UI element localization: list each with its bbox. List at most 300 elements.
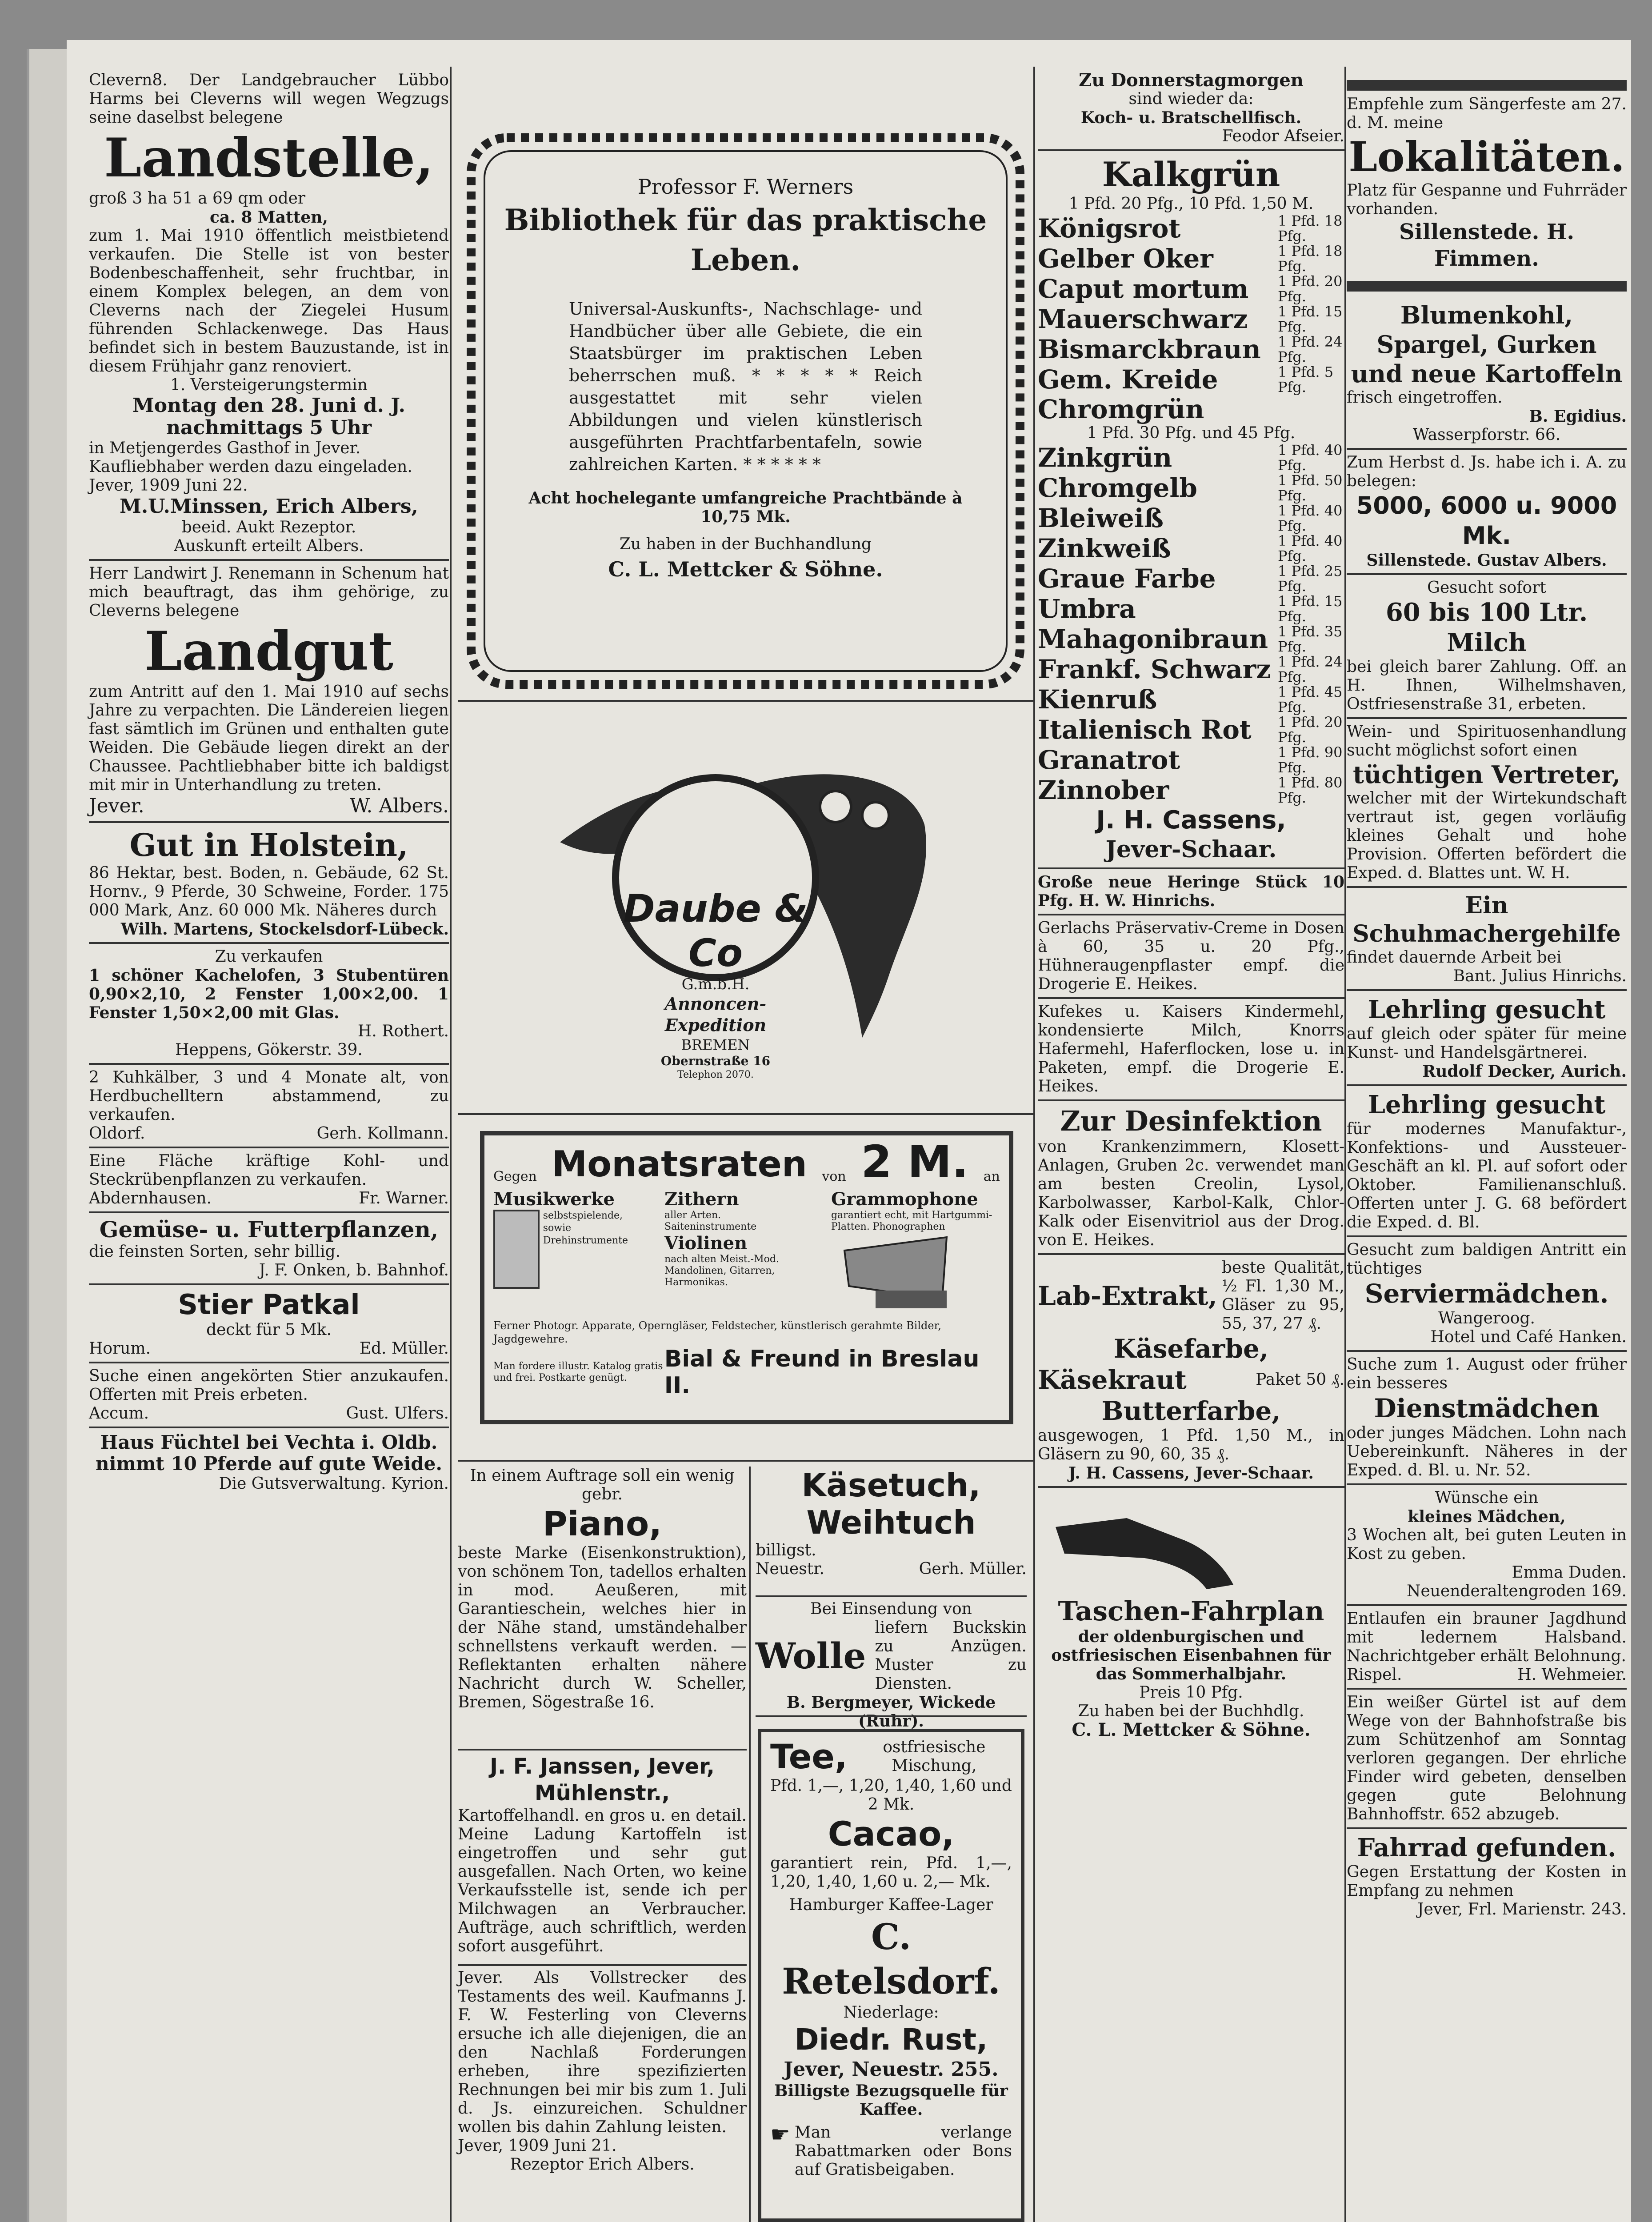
wein-body2: welcher mit der Wirtekundschaft vertraut ist, gegen vorläufig kleines Gehalt und hohe Provision. Offerten befördert die Exped. d. Blattes unt. W. H. bbox=[1347, 789, 1627, 882]
bial-firm: Bial & Freund in Breslau II. bbox=[664, 1346, 980, 1399]
hund-body: Entlaufen ein brauner Jagdhund mit ledernem Halsband. Nachrichtgeber erhält Belohnung. bbox=[1347, 1610, 1627, 1665]
gerlach: Gerlachs Präservativ-Creme in Dosen à 60, 35 u. 20 Pfg., Hühneraugenpflaster empf. die Drogerie E. Heikes. bbox=[1038, 919, 1344, 993]
color-price: 1 Pfd. 20 Pfg. bbox=[1278, 714, 1343, 746]
bial-von: von bbox=[822, 1169, 846, 1184]
color-item bbox=[1038, 213, 1344, 244]
rabatt-row bbox=[770, 2123, 1012, 2179]
tee-row bbox=[770, 1737, 1012, 1777]
daube-name: Daube & Co bbox=[623, 887, 808, 975]
rust-addr: Jever, Neuestr. 255. bbox=[784, 2058, 999, 2081]
column-rule bbox=[1344, 67, 1346, 2222]
fp-body: der oldenburgischen und ostfriesischen Eisenbahnen für das Sommerhalbjahr. bbox=[1051, 1627, 1331, 1683]
ad-kuhkaelber bbox=[89, 1068, 449, 1143]
don-head: Zu Donnerstagmorgen bbox=[1079, 70, 1304, 91]
ad-stier bbox=[89, 1289, 449, 1358]
color-item bbox=[1038, 473, 1344, 503]
dienst-body: oder junges Mädchen. Lohn nach Uebereinkunft. Näheres in der Exped. d. Bl. u. Nr. 52. bbox=[1347, 1424, 1627, 1479]
divider bbox=[1038, 1253, 1344, 1255]
bial-c3: Grammophone bbox=[831, 1189, 978, 1210]
color-item bbox=[1038, 654, 1344, 684]
bial-c2b-sub: nach alten Meist.-Mod. Mandolinen, Gitarren, Harmonikas. bbox=[664, 1254, 779, 1288]
ad-sign-left: Neuestr. bbox=[756, 1560, 824, 1578]
divider bbox=[1347, 989, 1627, 991]
color-name: Frankf. Schwarz bbox=[1038, 654, 1271, 684]
tee-sub: ostfriesische Mischung, bbox=[883, 1738, 986, 1775]
book-title: Bibliothek für das praktische Leben. bbox=[504, 203, 987, 277]
ad-sign-left: Jever. bbox=[89, 795, 144, 817]
color-name: Gelber Oker bbox=[1038, 244, 1213, 274]
guertel-body: Ein weißer Gürtel ist auf dem Wege von der Bahnhofstraße bis zum Schützenhof am Sonntag verloren gegangen. Der ehrliche Finder wird gebeten, denselben gegen gute Belohnung Bahnhoffstr. 652 abzugeb. bbox=[1347, 1693, 1627, 1823]
ad-landstelle bbox=[89, 71, 449, 556]
gramophone-icon bbox=[831, 1233, 964, 1313]
ad-text: die feinsten Sorten, sehr billig. bbox=[89, 1243, 341, 1261]
hund-sign-left: Rispel. bbox=[1347, 1666, 1402, 1684]
divider bbox=[458, 700, 1033, 702]
divider bbox=[1347, 717, 1627, 719]
ad-sign-right: Gerh. Müller. bbox=[919, 1560, 1027, 1578]
ad-bial-freund bbox=[480, 1131, 1013, 1424]
ad-signature: Die Gutsverwaltung. Kyrion. bbox=[219, 1475, 449, 1493]
color-name: Chromgelb bbox=[1038, 473, 1197, 503]
column-rule bbox=[749, 1467, 751, 2222]
rad-body: Gegen Erstattung der Kosten in Empfang zu nehmen bbox=[1347, 1863, 1627, 1900]
ad-weide bbox=[89, 1432, 449, 1493]
ad-wolle bbox=[756, 1600, 1027, 1730]
divider bbox=[756, 1715, 1027, 1717]
color-item bbox=[1038, 334, 1344, 364]
ad-signature: H. Rothert. bbox=[357, 1022, 449, 1040]
column-rule bbox=[450, 67, 452, 2222]
ad-text: zum Antritt auf den 1. Mai 1910 auf sechs Jahre zu verpachten. Die Ländereien liegen fast sämtlich im Grünen und enthalten gute Weiden. Die Gebäude liegen direkt an der Chaussee. Pachtliebhaber bitte ich baldigst mit mir in Unterhandlung zu treten. bbox=[89, 683, 449, 794]
herbst: Zum Herbst d. Js. habe ich i. A. zu belegen: bbox=[1347, 453, 1627, 490]
color-price: 1 Pfd. 45 Pfg. bbox=[1278, 683, 1343, 715]
bf-sign: J. H. Cassens, Jever-Schaar. bbox=[1068, 1464, 1314, 1483]
lokal-sign: Sillenstede. H. Fimmen. bbox=[1399, 220, 1575, 271]
bial-col bbox=[493, 1189, 649, 1315]
ad-headline: Wolle bbox=[756, 1635, 866, 1677]
cacao-title: Cacao, bbox=[828, 1814, 955, 1854]
color-name: Italienisch Rot bbox=[1038, 715, 1252, 745]
ad-text: Eine Fläche kräftige Kohl- und Steckrübenpflanzen zu verkaufen. bbox=[89, 1152, 449, 1189]
divider bbox=[1038, 867, 1344, 869]
des-title: Zur Desinfektion bbox=[1060, 1105, 1322, 1137]
color-price: 1 Pfd. 5 Pfg. bbox=[1278, 364, 1334, 396]
divider bbox=[458, 1749, 747, 1750]
divider bbox=[1347, 1604, 1627, 1606]
divider bbox=[89, 559, 449, 561]
ad-janssen bbox=[458, 1753, 747, 1962]
dienst-head: Suche zum 1. August oder früher ein besseres bbox=[1347, 1355, 1627, 1392]
bial-c2: Zithern bbox=[664, 1189, 739, 1210]
tee-price: Pfd. 1,—, 1,20, 1,40, 1,60 und 2 Mk. bbox=[770, 1777, 1012, 1814]
kk-price: Paket 50 ₰. bbox=[1256, 1371, 1344, 1389]
ad-signature-row bbox=[89, 1124, 449, 1143]
color-name: Caput mortum bbox=[1038, 274, 1249, 304]
ad-landgut bbox=[89, 564, 449, 818]
ad-signature-row bbox=[89, 795, 449, 818]
color-price: 1 Pfd. 40 Pfg. bbox=[1278, 532, 1343, 564]
color-name: Gem. Kreide bbox=[1038, 364, 1218, 395]
bial-c1-row bbox=[493, 1210, 649, 1289]
color-name: Zinkgrün bbox=[1038, 443, 1172, 473]
color-name: Graue Farbe bbox=[1038, 563, 1216, 594]
ad-sign-right: Gerh. Kollmann. bbox=[316, 1124, 449, 1143]
divider bbox=[89, 1362, 449, 1363]
ad-text: Haus Füchtel bei Vechta i. Oldb. nimmt 10 Pferde auf gute Weide. bbox=[96, 1431, 442, 1475]
divider bbox=[89, 1147, 449, 1148]
color-price: 1 Pfd. 25 Pfg. bbox=[1278, 563, 1343, 595]
bf-body: ausgewogen, 1 Pfd. 1,50 M., in Gläsern zu 90, 60, 35 ₰. bbox=[1038, 1427, 1344, 1463]
ad-headline: Landstelle, bbox=[104, 127, 434, 189]
ad-text: Kaufliebhaber werden dazu eingeladen. bbox=[89, 458, 412, 476]
lab-title: Lab-Extrakt, bbox=[1038, 1281, 1217, 1311]
bial-col bbox=[664, 1189, 816, 1315]
kart-addr: Wasserpforstr. 66. bbox=[1412, 426, 1561, 444]
cassens: J. H. Cassens, bbox=[1096, 806, 1286, 835]
ad-piano bbox=[458, 1467, 747, 1755]
ad-text: Zu verkaufen bbox=[215, 947, 323, 966]
color-item bbox=[1038, 244, 1344, 274]
color-name: Granatrot bbox=[1038, 745, 1180, 775]
herbst-amount: 5000, 6000 u. 9000 Mk. bbox=[1356, 492, 1617, 550]
ad-sign-left: Horum. bbox=[89, 1339, 151, 1358]
lehr2-title: Lehrling gesucht bbox=[1368, 1090, 1606, 1119]
divider bbox=[1038, 1099, 1344, 1101]
ad-headline: J. F. Janssen, Jever, Mühlenstr., bbox=[490, 1754, 715, 1806]
divider bbox=[89, 1283, 449, 1285]
column-1 bbox=[89, 71, 449, 2222]
ad-headline: Käsetuch, Weihtuch bbox=[801, 1467, 981, 1541]
bial-c1: Musikwerke bbox=[493, 1189, 615, 1210]
serv-place: Wangeroog. bbox=[1438, 1309, 1535, 1327]
daube-tag: Annoncen-Expedition bbox=[664, 994, 767, 1035]
book-ad-content bbox=[502, 173, 989, 585]
ad-text: Herr Landwirt J. Renemann in Schenum hat mich beauftragt, das ihm gehörige, zu Cleverns belegene bbox=[89, 564, 449, 620]
kk-title: Käsekraut bbox=[1038, 1365, 1187, 1395]
ad-signature-row bbox=[756, 1560, 1027, 1579]
column-4 bbox=[1347, 71, 1627, 2222]
serv-head: Gesucht zum baldigen Antritt ein tüchtiges bbox=[1347, 1241, 1627, 1278]
kalk-price: 1 Pfd. 20 Pfg., 10 Pfd. 1,50 M. bbox=[1068, 195, 1314, 213]
ad-headline: Landgut bbox=[144, 620, 393, 683]
divider bbox=[1347, 1483, 1627, 1485]
divider bbox=[1038, 1486, 1344, 1488]
color-item bbox=[1038, 563, 1344, 594]
lager: Hamburger Kaffee-Lager bbox=[789, 1896, 993, 1914]
ad-text: Auskunft erteilt Albers. bbox=[174, 537, 364, 555]
ad-text: Jever, 1909 Juni 21. bbox=[458, 2137, 617, 2155]
ad-sign-left: Abdernhausen. bbox=[89, 1189, 212, 1207]
color-item bbox=[1038, 775, 1344, 805]
divider bbox=[1347, 886, 1627, 888]
ad-text: 1. Versteigerungstermin bbox=[170, 376, 368, 394]
divider bbox=[1038, 149, 1344, 151]
bial-an: an bbox=[983, 1169, 1000, 1184]
kufeke: Kufekes u. Kaisers Kindermehl, kondensierte Milch, Knorrs Hafermehl, Haferflocken, lose u. in Paketen, empf. die Drogerie E. Heikes. bbox=[1038, 1003, 1344, 1095]
ad-date: Montag den 28. Juni d. J. nachmittags 5 Uhr bbox=[132, 394, 405, 439]
ad-werner-bibliothek bbox=[462, 129, 1029, 693]
bf-title: Butterfarbe, bbox=[1101, 1396, 1281, 1426]
divider bbox=[1347, 448, 1627, 450]
fp-title: Taschen-Fahrplan bbox=[1058, 1596, 1324, 1627]
book-price: Acht hochelegante umfangreiche Prachtbände à 10,75 Mk. bbox=[528, 489, 963, 526]
bial-header bbox=[484, 1135, 1009, 1188]
serv-title: Serviermädchen. bbox=[1364, 1279, 1609, 1309]
divider bbox=[756, 1595, 1027, 1597]
ad-text: in Metjengerdes Gasthof in Jever. bbox=[89, 439, 361, 457]
wunsch-title: kleines Mädchen, bbox=[1408, 1507, 1566, 1526]
music-box-icon bbox=[493, 1210, 540, 1289]
book-body: Universal-Auskunfts-, Nachschlage- und Handbücher über alle Gebiete, die ein Staatsbürger im praktischen Leben beherrschen muß. * * * * * Reich ausgestattet mit sehr vielen Abbildungen und vielen künstlerisch ausgeführten Prachtfarbentafeln, sowie zahlreichen Karten. * * * * * * bbox=[569, 299, 922, 474]
divider bbox=[1347, 1235, 1627, 1237]
ad-signature: J. F. Onken, b. Bahnhof. bbox=[259, 1261, 449, 1279]
hund-sign-row bbox=[1347, 1666, 1627, 1684]
pointing-hand-icon: ☛ bbox=[770, 2122, 790, 2147]
color-name: Zinnober bbox=[1038, 775, 1169, 805]
wunsch-head: Wünsche ein bbox=[1435, 1489, 1539, 1507]
wein-title: tüchtigen Vertreter, bbox=[1352, 760, 1621, 789]
billig: Billigste Bezugsquelle für Kaffee. bbox=[774, 2082, 1008, 2119]
herbst-sign: Sillenstede. Gustav Albers. bbox=[1366, 551, 1607, 570]
kf-title: Käsefarbe, bbox=[1113, 1334, 1269, 1364]
ad-text: 86 Hektar, best. Boden, n. Gebäude, 62 St. Hornv., 9 Pferde, 30 Schweine, Forder. 175 000 Mark, Anz. 60 000 Mk. Näheres durch bbox=[89, 864, 449, 919]
ad-signature-row bbox=[89, 1189, 449, 1208]
ad-text: Suche einen angekörten Stier anzukaufen. Offerten mit Preis erbeten. bbox=[89, 1367, 449, 1404]
ad-text: billigst. bbox=[756, 1541, 816, 1559]
lehr1-sign: Rudolf Decker, Aurich. bbox=[1422, 1062, 1627, 1081]
book-shop: C. L. Mettcker & Söhne. bbox=[608, 557, 883, 581]
daube-street: Obernstraße 16 bbox=[660, 1054, 771, 1068]
bial-c2b: Violinen bbox=[664, 1233, 748, 1254]
cacao-body: garantiert rein, Pfd. 1,—, 1,20, 1,40, 1,60 u. 2,— Mk. bbox=[770, 1854, 1012, 1891]
ad-signature: Rezeptor Erich Albers. bbox=[510, 2155, 695, 2174]
divider bbox=[458, 1964, 747, 1966]
divider bbox=[1347, 1827, 1627, 1829]
chrom-price: 1 Pfd. 30 Pfg. und 45 Pfg. bbox=[1087, 424, 1296, 442]
color-price: 1 Pfd. 24 Pfg. bbox=[1278, 333, 1343, 365]
ad-text: Heppens, Gökerstr. 39. bbox=[175, 1041, 363, 1059]
color-price: 1 Pfd. 24 Pfg. bbox=[1278, 653, 1343, 685]
bial-c1-sub: selbstspielende, sowie Drehinstrumente bbox=[543, 1210, 628, 1246]
ad-text: Bei Einsendung von bbox=[810, 1600, 972, 1618]
ad-text: In einem Auftrage soll ein wenig gebr. bbox=[470, 1467, 735, 1503]
color-price: 1 Pfd. 80 Pfg. bbox=[1278, 774, 1343, 806]
ad-text: liefern Buckskin zu Anzügen. Muster zu Diensten. bbox=[875, 1619, 1027, 1693]
lehr1-body: auf gleich oder später für meine Kunst- und Handelsgärtnerei. bbox=[1347, 1025, 1627, 1062]
color-item bbox=[1038, 594, 1344, 624]
color-name: Umbra bbox=[1038, 594, 1136, 624]
cassens2: Jever-Schaar. bbox=[1105, 836, 1277, 863]
ad-stier-gesucht bbox=[89, 1367, 449, 1423]
color-item bbox=[1038, 715, 1344, 745]
divider bbox=[458, 1460, 1033, 1462]
daube-text bbox=[616, 887, 816, 1081]
saenger: Empfehle zum Sängerfeste am 27. d. M. meine bbox=[1347, 95, 1627, 132]
color-item bbox=[1038, 533, 1344, 563]
ad-kaesetuch bbox=[756, 1467, 1027, 1587]
color-item bbox=[1038, 745, 1344, 775]
ad-sign-right: Gust. Ulfers. bbox=[346, 1404, 449, 1423]
ad-text: deckt für 5 Mk. bbox=[206, 1321, 332, 1339]
ad-headline: Stier Patkal bbox=[178, 1288, 360, 1321]
color-name: Königsrot bbox=[1038, 213, 1181, 244]
column-3 bbox=[1038, 71, 1344, 2222]
daube-city: BREMEN bbox=[681, 1036, 750, 1053]
ad-text: groß 3 ha 51 a 69 qm oder bbox=[89, 189, 306, 208]
ad-text: 2 Kuhkälber, 3 und 4 Monate alt, von Herdbuchelltern abstammend, zu verkaufen. bbox=[89, 1068, 449, 1124]
color-item bbox=[1038, 684, 1344, 715]
color-item bbox=[1038, 274, 1344, 304]
des-body: von Krankenzimmern, Klosett-Anlagen, Gruben 2c. verwendet man am besten Creolin, Lysol, Karbolwasser, Karbol-Kalk, Chlor-Kalk oder Eisenvitriol aus der Drog. von E. Heikes. bbox=[1038, 1138, 1344, 1249]
color-price: 1 Pfd. 18 Pfg. bbox=[1278, 212, 1343, 244]
book-where: Zu haben in der Buchhandlung bbox=[619, 535, 872, 553]
lokal: Lokalitäten. bbox=[1348, 133, 1625, 181]
ad-signature-row bbox=[89, 1339, 449, 1358]
ad-text: Jever. Als Vollstrecker des Testaments des weil. Kaufmanns J. F. W. Festerling von Cleverns ersuche ich alle diejenigen, die an den Nachlaß Forderungen erheben, ihre spezifizierten Rechnungen bei mir bis zum 1. Juli d. Js. einzureichen. Schuldner wollen bis dahin Zahlung leisten. bbox=[458, 1969, 747, 2136]
color-name: Bismarckbraun bbox=[1038, 334, 1261, 364]
wunsch-body: 3 Wochen alt, bei guten Leuten in Kost zu geben. bbox=[1347, 1526, 1627, 1563]
lehr2-body: für modernes Manufaktur-, Konfektions- und Aussteuer-Geschäft an kl. Pl. auf sofort oder Oktober. Familienanschluß. Offerten unter J. G. 68 befördert die Exped. d. Bl. bbox=[1347, 1120, 1627, 1231]
color-item bbox=[1038, 364, 1344, 395]
color-price: 1 Pfd. 40 Pfg. bbox=[1278, 442, 1343, 474]
divider bbox=[1347, 1350, 1627, 1352]
kk-row bbox=[1038, 1364, 1344, 1395]
divider bbox=[458, 1113, 1033, 1115]
rad-sign: Jever, Frl. Marienstr. 243. bbox=[1417, 1900, 1627, 1918]
lab-body: beste Qualität, ½ Fl. 1,30 M., Gläser zu 95, 55, 37, 27 ₰. bbox=[1221, 1259, 1344, 1333]
ad-signature: M.U.Minssen, Erich Albers, bbox=[120, 495, 418, 518]
divider bbox=[1038, 914, 1344, 915]
milch-title: 60 bis 100 Ltr. Milch bbox=[1385, 598, 1588, 657]
wein-body: Wein- und Spirituosenhandlung sucht möglichst sofort einen bbox=[1347, 723, 1627, 759]
dienst-title: Dienstmädchen bbox=[1374, 1393, 1600, 1423]
fp-shop: C. L. Mettcker & Söhne. bbox=[1072, 1719, 1311, 1740]
page-edge bbox=[27, 49, 72, 2222]
don-items: Koch- u. Bratschellfisch. bbox=[1080, 108, 1302, 127]
color-name: Mauerschwarz bbox=[1038, 304, 1248, 334]
bial-amount: 2 M. bbox=[861, 1136, 969, 1188]
kart: und neue Kartoffeln bbox=[1351, 360, 1623, 388]
ad-kohlpflanzen bbox=[89, 1152, 449, 1208]
daube-sub: G.m.b.H. bbox=[681, 975, 750, 993]
fp-price: Preis 10 Pfg. bbox=[1139, 1683, 1243, 1702]
ad-signature: Wilh. Martens, Stockelsdorf-Lübeck. bbox=[120, 920, 449, 939]
color-name: Zinkweiß bbox=[1038, 533, 1171, 563]
rabatt: Man verlange Rabattmarken oder Bons auf Gratisbeigaben. bbox=[794, 2123, 1012, 2179]
ad-sign-left: Accum. bbox=[89, 1404, 149, 1423]
ad-text: zum 1. Mai 1910 öffentlich meistbietend verkaufen. Die Stelle ist von bester Bodenbeschaffenheit, sehr fruchtbar, in einem Komplex belegen, an dem von Cleverns nach der Ziegelei Husum führenden Schlackenwege. Das Haus befindet sich in bestem Bauzustande, ist in diesem Frühjahr ganz renoviert. bbox=[89, 227, 449, 376]
color-name: Mahagonibraun bbox=[1038, 624, 1268, 654]
divider bbox=[1347, 573, 1627, 575]
ad-kachelofen bbox=[89, 947, 449, 1059]
lokal-body: Platz für Gespanne und Fuhrräder vorhanden. bbox=[1347, 181, 1627, 218]
ad-text: 1 schöner Kachelofen, 3 Stubentüren 0,90×2,10, 2 Fenster 1,00×2,00. 1 Fenster 1,50×2,00 mit Glas. bbox=[89, 966, 449, 1022]
column-rule bbox=[1033, 67, 1035, 2222]
bial-gegen: Gegen bbox=[493, 1169, 537, 1184]
ad-gut-holstein bbox=[89, 827, 449, 939]
ad-tee-cacao bbox=[758, 1729, 1024, 2222]
color-price: 1 Pfd. 15 Pfg. bbox=[1278, 303, 1343, 335]
thick-rule bbox=[1347, 80, 1627, 91]
lab-row bbox=[1038, 1259, 1344, 1333]
retel: C. Retelsdorf. bbox=[782, 1916, 1000, 2002]
schuh-title: Ein Schuhmachergehilfe bbox=[1352, 892, 1621, 947]
hering: Große neue Heringe Stück 10 Pfg. H. W. Hinrichs. bbox=[1038, 873, 1344, 910]
ad-testament bbox=[458, 1969, 747, 2222]
divider bbox=[1347, 1688, 1627, 1690]
book-author: Professor F. Werners bbox=[637, 175, 854, 199]
ad-headline: Piano, bbox=[542, 1504, 662, 1543]
bial-c2-sub: aller Arten. Saiteninstrumente bbox=[664, 1210, 757, 1232]
divider bbox=[89, 942, 449, 944]
schuh-sign: Bant. Julius Hinrichs. bbox=[1453, 967, 1627, 985]
color-name: Bleiweiß bbox=[1038, 503, 1164, 533]
schuh-body: findet dauernde Arbeit bei bbox=[1347, 948, 1562, 967]
ad-text: Kartoffelhandl. en gros u. en detail. Meine Ladung Kartoffeln ist eingetroffen und sehr gut ausgefallen. Nach Orten, wo keine Verkaufsstelle ist, sende ich per Milchwagen an Verbraucher. Aufträge, auch schriftlich, werden sofort ausgeführt. bbox=[458, 1806, 747, 1955]
divider bbox=[89, 1427, 449, 1428]
ad-sign-right: Ed. Müller. bbox=[359, 1339, 449, 1358]
wolle-row bbox=[756, 1619, 1027, 1693]
color-name: Chromgrün bbox=[1038, 394, 1204, 424]
kart-sign: B. Egidius. bbox=[1529, 407, 1627, 426]
nieder: Niederlage: bbox=[843, 2003, 939, 2022]
ad-signature-row bbox=[89, 1404, 449, 1423]
kart-body: frisch eingetroffen. bbox=[1347, 388, 1503, 407]
milch-head: Gesucht sofort bbox=[1427, 579, 1546, 597]
pointing-hand-icon bbox=[1038, 1491, 1344, 1594]
daube-tel: Telephon 2070. bbox=[677, 1069, 754, 1080]
bial-footer: Ferner Photogr. Apparate, Operngläser, Feldstecher, künstlerisch gerahmte Bilder, Jagdgewehre. bbox=[493, 1319, 942, 1345]
color-price: 1 Pfd. 18 Pfg. bbox=[1278, 243, 1343, 275]
ad-gemuese bbox=[89, 1217, 449, 1280]
bial-categories bbox=[484, 1184, 1009, 1319]
ad-headline: Gut in Holstein, bbox=[129, 827, 408, 863]
color-list bbox=[1038, 213, 1344, 424]
ad-text: ca. 8 Matten, bbox=[210, 208, 328, 227]
wunsch-addr: Neuenderaltengroden 169. bbox=[1406, 1582, 1627, 1600]
divider bbox=[1347, 1084, 1627, 1086]
ad-sign-right: W. Albers. bbox=[349, 795, 449, 817]
color-price: 1 Pfd. 20 Pfg. bbox=[1278, 273, 1343, 305]
divider bbox=[89, 821, 449, 823]
color-list bbox=[1038, 443, 1344, 805]
ad-text: beste Marke (Eisenkonstruktion), von schönem Ton, tadellos erhalten in mod. Aeußeren, mit Garantieschein, welches hier in der Nähe stand, umständehalber schnellstens verkauft werden. — Reflektanten erhalten nähere Nachricht durch W. Scheller, Bremen, Sögestraße 16. bbox=[458, 1544, 747, 1711]
don-sign: Feodor Afseier. bbox=[1222, 127, 1344, 145]
hund-sign-right: H. Wehmeier. bbox=[1517, 1666, 1627, 1684]
color-price: 1 Pfd. 15 Pfg. bbox=[1278, 593, 1343, 625]
color-price: 1 Pfd. 50 Pfg. bbox=[1278, 472, 1343, 504]
ad-text: beeid. Aukt Rezeptor. bbox=[181, 518, 356, 536]
blumen: Blumenkohl, Spargel, Gurken bbox=[1376, 301, 1597, 359]
divider bbox=[89, 1063, 449, 1065]
color-name: Kienruß bbox=[1038, 684, 1157, 715]
divider bbox=[1038, 997, 1344, 999]
color-item bbox=[1038, 624, 1344, 654]
bial-catalog: Man fordere illustr. Katalog gratis und frei. Postkarte genügt. bbox=[493, 1361, 663, 1383]
ad-daube-co bbox=[462, 709, 1029, 1109]
wunsch-sign: Emma Duden. bbox=[1512, 1563, 1627, 1582]
color-item bbox=[1038, 443, 1344, 473]
rust: Diedr. Rust, bbox=[794, 2022, 988, 2057]
ad-sign-left: Oldorf. bbox=[89, 1124, 145, 1143]
ad-text: Clevern8. Der Landgebraucher Lübbo Harms bei Cleverns will wegen Wegzugs seine daselbst belegene bbox=[89, 71, 449, 127]
don-body: sind wieder da: bbox=[1128, 90, 1254, 108]
ad-headline: Gemüse- u. Futterpflanzen, bbox=[99, 1216, 439, 1243]
ad-sign-right: Fr. Warner. bbox=[359, 1189, 449, 1207]
color-item bbox=[1038, 395, 1344, 424]
fp-where: Zu haben bei der Buchhdlg. bbox=[1078, 1702, 1304, 1720]
lehr1-title: Lehrling gesucht bbox=[1368, 995, 1606, 1024]
